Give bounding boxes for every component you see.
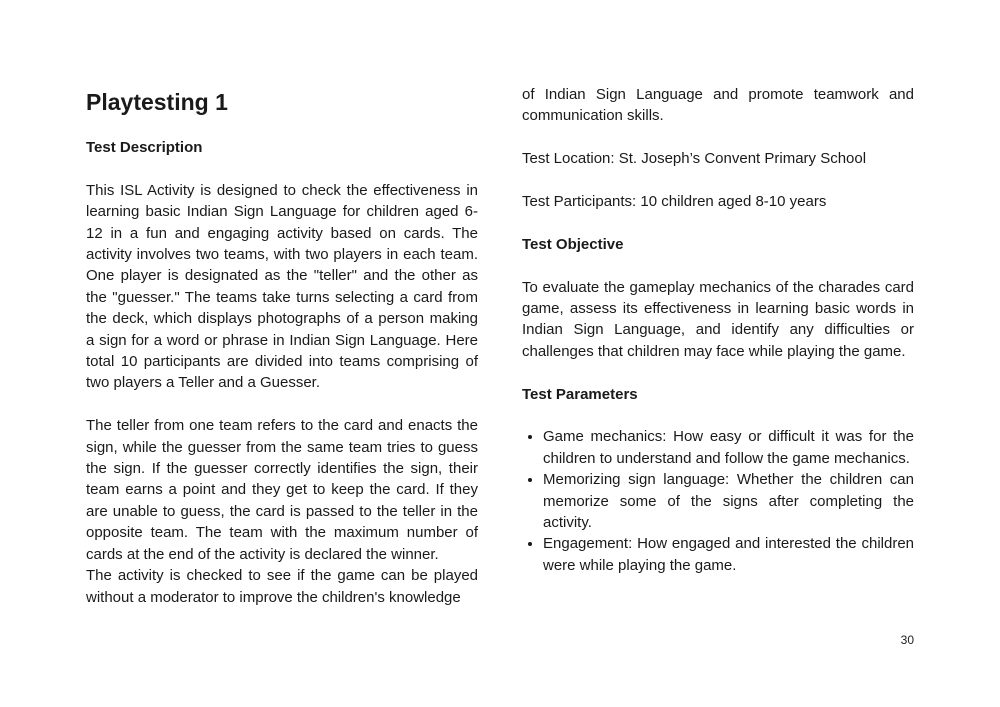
right-column (522, 84, 914, 576)
test-objective-heading: Test Objective (522, 235, 624, 253)
list-item: • Memorizing sign language: Whether the children can memorize some of the signs after completing the activity. (543, 469, 914, 533)
list-item: • Engagement: How engaged and interested the children were while playing the game. (543, 533, 914, 576)
test-parameters-heading: Test Parameters (522, 385, 638, 403)
description-paragraph-3-start: The activity is checked to see if the game can be played without a moderator to improve the children's knowledge (86, 567, 478, 606)
left-column (86, 84, 478, 608)
description-paragraph-1: This ISL Activity is designed to check the effectiveness in learning basic Indian Sign Language for children aged 6-12 in a fun and engaging activity based on cards. The activity involves two teams, with two players in each team. One player is designated as the "teller" and the other as the "guesser." The teams take turns selecting a card from the deck, which displays photographs of a person making a sign for a word or phrase in Indian Sign Language. Here total 10 participants are divided into teams comprising of two players a Teller and a Guesser. (86, 181, 478, 392)
list-item: • Game mechanics: How easy or difficult it was for the children to understand and follow the game mechanics. (543, 426, 914, 469)
test-parameters-list (522, 426, 914, 576)
page-title: Playtesting 1 (86, 89, 228, 115)
test-objective-text: To evaluate the gameplay mechanics of the charades card game, assess its effectiveness in learning basic words in Indian Sign Language, and identify any difficulties or challenges that children may face while playing the game. (522, 278, 914, 360)
description-paragraph-3-end: of Indian Sign Language and promote teamwork and communication skills. (522, 86, 914, 125)
page-number: 30 (900, 633, 914, 647)
test-participants: Test Participants: 10 children aged 8-10 years (522, 193, 827, 210)
test-description-heading: Test Description (86, 139, 203, 156)
test-location: Test Location: St. Joseph’s Convent Primary School (522, 150, 867, 168)
description-paragraph-2: The teller from one team refers to the card and enacts the sign, while the guesser from the same team tries to guess the sign. If the guesser correctly identifies the sign, their team earns a point and they get to keep the card. If they are unable to guess, the card is passed to the teller in the opposite team. The team with the maximum number of cards at the end of the activity is declared the winner. (86, 417, 478, 563)
